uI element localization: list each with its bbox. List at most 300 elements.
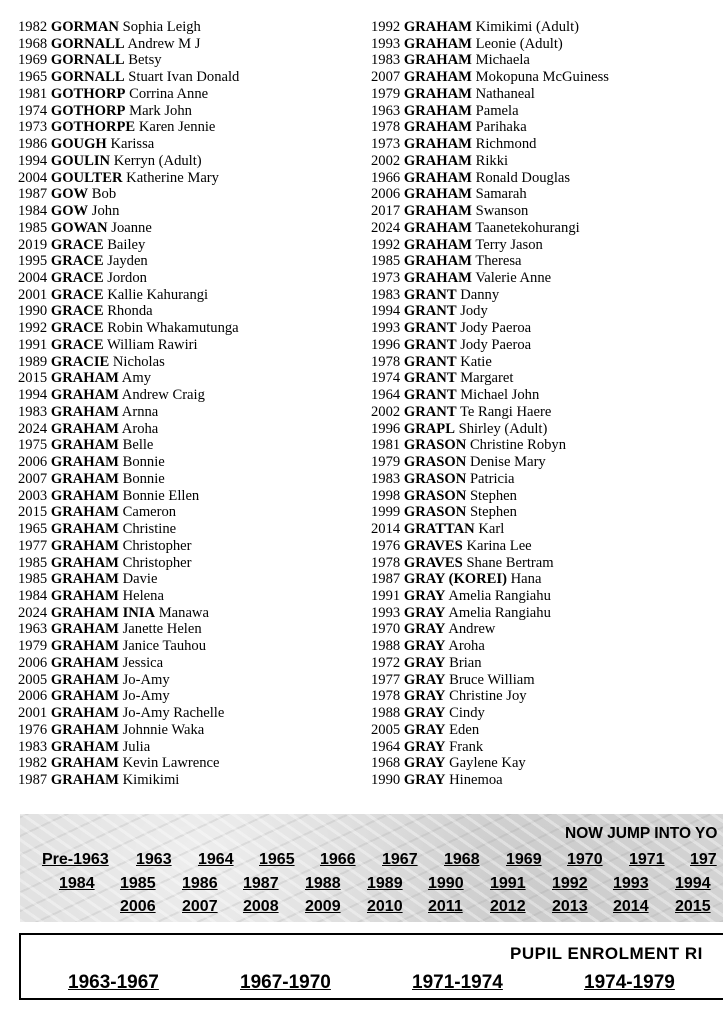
- list-item: [18, 538, 358, 555]
- entry-year: 2004: [18, 169, 48, 186]
- entry-year: 1981: [18, 85, 48, 102]
- entry-given-names: Belle: [122, 437, 154, 454]
- entry-year: 1968: [18, 35, 48, 52]
- entry-given-names: Ronald Douglas: [475, 169, 571, 186]
- list-item: [371, 488, 723, 505]
- list-item: [371, 103, 723, 120]
- entry-year: 1973: [371, 136, 401, 153]
- entry-surname: GRANT: [403, 303, 457, 320]
- entry-year: 2001: [18, 705, 48, 722]
- year-link[interactable]: 2012: [490, 898, 526, 915]
- entry-surname: GOTHORP: [50, 85, 126, 102]
- list-item: [18, 103, 358, 120]
- entry-year: 1976: [371, 537, 401, 554]
- entry-surname: GRAHAM: [50, 487, 119, 504]
- year-link[interactable]: 1967: [382, 851, 418, 868]
- entry-year: 1985: [18, 571, 48, 588]
- entry-given-names: Andrew Craig: [121, 387, 205, 404]
- entry-year: 1984: [18, 587, 48, 604]
- entry-given-names: Aroha: [448, 638, 485, 655]
- year-link[interactable]: 1988: [305, 875, 341, 892]
- list-item: [18, 370, 358, 387]
- entry-year: 1975: [18, 437, 48, 454]
- entry-given-names: Stuart Ivan Donald: [128, 69, 240, 86]
- entry-year: 1964: [371, 738, 401, 755]
- list-item: [371, 538, 723, 555]
- entry-given-names: Jo-Amy: [122, 671, 170, 688]
- list-item: [18, 404, 358, 421]
- entry-year: 1992: [18, 320, 48, 337]
- entry-surname: GORNALL: [50, 52, 125, 69]
- entry-given-names: Betsy: [128, 52, 162, 69]
- entry-year: 1992: [371, 236, 401, 253]
- entry-year: 1987: [18, 772, 48, 789]
- list-item: [18, 772, 358, 789]
- list-item: [371, 454, 723, 471]
- entry-year: 1978: [371, 353, 401, 370]
- entry-given-names: Cindy: [449, 705, 485, 722]
- list-item: [371, 52, 723, 69]
- entry-year: 2015: [18, 370, 48, 387]
- list-item: [371, 86, 723, 103]
- entry-surname: GRAHAM: [50, 504, 119, 521]
- entry-year: 1993: [371, 604, 401, 621]
- entry-surname: GRAHAM: [403, 52, 472, 69]
- year-link[interactable]: 1992: [552, 875, 588, 892]
- entry-surname: GRANT: [403, 387, 457, 404]
- list-item: [18, 605, 358, 622]
- entry-surname: GRACE: [50, 303, 104, 320]
- list-item: [18, 471, 358, 488]
- entry-surname: GRASON: [403, 437, 467, 454]
- list-item: [371, 203, 723, 220]
- entry-given-names: Andrew M J: [127, 35, 201, 52]
- entry-given-names: Jody Paeroa: [460, 336, 532, 353]
- list-item: [18, 588, 358, 605]
- list-item: [371, 588, 723, 605]
- list-item: [371, 722, 723, 739]
- entry-surname: GOTHORP: [50, 102, 126, 119]
- list-item: [18, 555, 358, 572]
- entry-given-names: Theresa: [475, 253, 522, 270]
- entry-year: 1988: [371, 638, 401, 655]
- entry-surname: GRAHAM: [50, 370, 119, 387]
- list-item: [18, 621, 358, 638]
- list-item: [371, 739, 723, 756]
- entry-given-names: Shirley (Adult): [458, 420, 548, 437]
- entry-surname: GRAHAM: [403, 102, 472, 119]
- list-item: [371, 170, 723, 187]
- entry-year: 1972: [371, 654, 401, 671]
- entry-year: 2006: [18, 454, 48, 471]
- list-item: [371, 220, 723, 237]
- entry-surname: GOW: [50, 203, 89, 220]
- entry-surname: GRACE: [50, 253, 104, 270]
- jump-title: NOW JUMP INTO YO: [565, 825, 718, 842]
- entry-surname: GOULTER: [50, 169, 123, 186]
- entry-given-names: Janice Tauhou: [122, 638, 207, 655]
- entry-given-names: Denise Mary: [469, 454, 546, 471]
- list-item: [371, 153, 723, 170]
- entry-surname: GRAHAM: [50, 654, 119, 671]
- entry-year: 1987: [371, 571, 401, 588]
- entry-given-names: Bob: [91, 186, 117, 203]
- entry-given-names: Taanetekohurangi: [475, 219, 580, 236]
- list-item: [371, 19, 723, 36]
- entry-given-names: Christine: [122, 521, 177, 538]
- year-jump-panel: [20, 814, 723, 922]
- entry-year: 2002: [371, 152, 401, 169]
- enrolment-range-link[interactable]: 1971-1974: [412, 972, 503, 993]
- entry-given-names: Mokopuna McGuiness: [475, 69, 609, 86]
- entry-given-names: Kevin Lawrence: [122, 755, 220, 772]
- year-link[interactable]: 2015: [675, 898, 711, 915]
- year-link[interactable]: 2011: [428, 898, 463, 915]
- list-item: [371, 521, 723, 538]
- list-item: [18, 36, 358, 53]
- year-link[interactable]: 1963: [136, 851, 172, 868]
- entry-year: 2007: [18, 470, 48, 487]
- entry-given-names: Rhonda: [107, 303, 153, 320]
- entry-year: 1988: [371, 705, 401, 722]
- entry-surname: GRAY: [403, 621, 446, 638]
- year-link[interactable]: 1985: [120, 875, 156, 892]
- year-link[interactable]: 1986: [182, 875, 218, 892]
- entry-given-names: Bonnie: [122, 454, 165, 471]
- year-link[interactable]: 197: [690, 851, 717, 868]
- entry-given-names: Stephen: [469, 487, 517, 504]
- entry-surname: GRATTAN: [403, 521, 475, 538]
- entry-given-names: Karl: [478, 521, 505, 538]
- entry-year: 1978: [371, 554, 401, 571]
- entry-given-names: Karina Lee: [466, 537, 532, 554]
- pupil-enrolment-register-box: [19, 933, 723, 1000]
- entry-given-names: Rikki: [475, 152, 509, 169]
- entry-given-names: Christine Joy: [449, 688, 527, 705]
- entry-surname: GRACE: [50, 270, 104, 287]
- entry-year: 1986: [18, 136, 48, 153]
- entry-year: 1994: [18, 387, 48, 404]
- entry-given-names: Joanne: [111, 219, 152, 236]
- entry-year: 2024: [18, 420, 48, 437]
- entry-surname: GRAY: [403, 688, 446, 705]
- entry-surname: GRANT: [403, 353, 457, 370]
- entry-given-names: Janette Helen: [122, 621, 202, 638]
- year-link[interactable]: 1987: [243, 875, 279, 892]
- entry-given-names: Jo-Amy: [122, 688, 170, 705]
- list-item: [371, 354, 723, 371]
- list-item: [371, 270, 723, 287]
- year-link[interactable]: 1966: [320, 851, 356, 868]
- list-item: [371, 337, 723, 354]
- enrolment-list-left: [18, 19, 358, 789]
- year-link[interactable]: 1991: [490, 875, 526, 892]
- entry-given-names: Swanson: [475, 203, 529, 220]
- list-item: [371, 571, 723, 588]
- entry-given-names: Jessica: [122, 654, 164, 671]
- entry-surname: GRAY: [403, 772, 446, 789]
- entry-surname: GRASON: [403, 470, 467, 487]
- entry-given-names: Bruce William: [449, 671, 535, 688]
- entry-given-names: Karissa: [110, 136, 155, 153]
- entry-surname: GRAHAM: [50, 671, 119, 688]
- year-link[interactable]: 1965: [259, 851, 295, 868]
- list-item: [18, 237, 358, 254]
- entry-surname: GRANT: [403, 403, 457, 420]
- enrolment-range-link[interactable]: 1967-1970: [240, 972, 331, 993]
- year-link[interactable]: 1970: [567, 851, 603, 868]
- entry-given-names: Katherine Mary: [126, 169, 219, 186]
- year-link[interactable]: 1969: [506, 851, 542, 868]
- entry-given-names: Davie: [122, 571, 158, 588]
- entry-surname: GRAHAM INIA: [50, 604, 156, 621]
- list-item: [18, 320, 358, 337]
- list-item: [371, 186, 723, 203]
- entry-year: 1994: [18, 152, 48, 169]
- entry-surname: GRANT: [403, 320, 457, 337]
- year-link[interactable]: 2013: [552, 898, 588, 915]
- entry-given-names: Danny: [460, 286, 500, 303]
- entry-surname: GRACIE: [50, 353, 110, 370]
- entry-given-names: Christine Robyn: [469, 437, 567, 454]
- list-item: [18, 220, 358, 237]
- year-link[interactable]: 2014: [613, 898, 649, 915]
- entry-year: 1973: [371, 270, 401, 287]
- enrolment-list-right: [371, 19, 723, 789]
- entry-given-names: Pamela: [475, 102, 519, 119]
- entry-surname: GRAHAM: [50, 638, 119, 655]
- entry-year: 1999: [371, 504, 401, 521]
- entry-given-names: Cameron: [122, 504, 177, 521]
- entry-year: 1964: [371, 387, 401, 404]
- year-link[interactable]: 1994: [675, 875, 711, 892]
- entry-year: 1966: [371, 169, 401, 186]
- entry-year: 1993: [371, 320, 401, 337]
- entry-given-names: Amy: [121, 370, 151, 387]
- year-link[interactable]: 1968: [444, 851, 480, 868]
- list-item: [18, 52, 358, 69]
- list-item: [18, 203, 358, 220]
- entry-surname: GRAHAM: [403, 69, 472, 86]
- entry-year: 1995: [18, 253, 48, 270]
- entry-surname: GRAHAM: [403, 136, 472, 153]
- entry-given-names: Stephen: [469, 504, 517, 521]
- year-link[interactable]: 2007: [182, 898, 218, 915]
- entry-surname: GRAHAM: [50, 688, 119, 705]
- list-item: [18, 270, 358, 287]
- list-item: [18, 521, 358, 538]
- entry-year: 1978: [371, 119, 401, 136]
- list-item: [371, 404, 723, 421]
- entry-surname: GRAY: [403, 721, 446, 738]
- entry-surname: GRAY: [403, 738, 446, 755]
- entry-year: 1963: [18, 621, 48, 638]
- entry-year: 1998: [371, 487, 401, 504]
- entry-given-names: Richmond: [475, 136, 537, 153]
- entry-surname: GRAY: [403, 654, 446, 671]
- entry-given-names: Bailey: [107, 236, 146, 253]
- year-link[interactable]: Pre-1963: [42, 851, 109, 868]
- entry-year: 1983: [18, 738, 48, 755]
- entry-surname: GRAHAM: [403, 119, 472, 136]
- entry-year: 1982: [18, 755, 48, 772]
- list-item: [371, 672, 723, 689]
- entry-year: 1979: [371, 85, 401, 102]
- entry-given-names: Michael John: [460, 387, 540, 404]
- entry-given-names: Frank: [449, 738, 484, 755]
- entry-year: 2004: [18, 270, 48, 287]
- entry-surname: GRAHAM: [50, 772, 119, 789]
- entry-surname: GORNALL: [50, 69, 125, 86]
- entry-given-names: Margaret: [460, 370, 514, 387]
- list-item: [18, 688, 358, 705]
- enrolment-range-link[interactable]: 1963-1967: [68, 972, 159, 993]
- entry-given-names: Christopher: [122, 537, 192, 554]
- entry-surname: GRAHAM: [50, 403, 119, 420]
- entry-year: 1983: [18, 403, 48, 420]
- entry-year: 1983: [371, 470, 401, 487]
- entry-year: 1990: [371, 772, 401, 789]
- list-item: [18, 755, 358, 772]
- entry-surname: GRAHAM: [403, 85, 472, 102]
- entry-given-names: Nicholas: [112, 353, 165, 370]
- entry-surname: GORMAN: [50, 19, 119, 35]
- entry-surname: GRAY: [403, 755, 446, 772]
- year-link[interactable]: 1990: [428, 875, 464, 892]
- entry-surname: GRAHAM: [403, 253, 472, 270]
- entry-surname: GRAHAM: [50, 587, 119, 604]
- list-item: [371, 555, 723, 572]
- entry-year: 2024: [18, 604, 48, 621]
- enrolment-range-link[interactable]: 1974-1979: [584, 972, 675, 993]
- list-item: [18, 153, 358, 170]
- list-item: [18, 387, 358, 404]
- entry-given-names: Leonie (Adult): [475, 35, 563, 52]
- entry-given-names: Shane Bertram: [466, 554, 554, 571]
- list-item: [371, 504, 723, 521]
- entry-given-names: Parihaka: [475, 119, 527, 136]
- entry-given-names: Jo-Amy Rachelle: [122, 705, 225, 722]
- entry-year: 1985: [18, 554, 48, 571]
- entry-year: 1963: [371, 102, 401, 119]
- year-link[interactable]: 2010: [367, 898, 403, 915]
- list-item: [371, 303, 723, 320]
- entry-given-names: Valerie Anne: [475, 270, 552, 287]
- entry-surname: GRAHAM: [403, 219, 472, 236]
- entry-surname: GRAHAM: [50, 437, 119, 454]
- entry-surname: GRAPL: [403, 420, 455, 437]
- year-link[interactable]: 1964: [198, 851, 234, 868]
- year-link[interactable]: 1989: [367, 875, 403, 892]
- entry-given-names: Bonnie Ellen: [122, 487, 200, 504]
- entry-surname: GRAY: [403, 705, 446, 722]
- entry-year: 1993: [371, 35, 401, 52]
- entry-given-names: Corrina Anne: [129, 85, 209, 102]
- entry-surname: GRAHAM: [403, 186, 472, 203]
- entry-surname: GRACE: [50, 320, 104, 337]
- entry-surname: GRAY: [403, 671, 446, 688]
- entry-year: 2005: [371, 721, 401, 738]
- list-item: [18, 437, 358, 454]
- entry-given-names: Jordon: [107, 270, 147, 287]
- entry-given-names: Arnna: [121, 403, 159, 420]
- year-link[interactable]: 1971: [629, 851, 665, 868]
- entry-surname: GRAHAM: [403, 152, 472, 169]
- entry-surname: GRACE: [50, 236, 104, 253]
- entry-year: 2007: [371, 69, 401, 86]
- entry-given-names: Katie: [460, 353, 492, 370]
- entry-surname: GRAHAM: [403, 236, 472, 253]
- entry-surname: GRAHAM: [50, 521, 119, 538]
- entry-surname: GRAY: [403, 587, 446, 604]
- entry-given-names: Julia: [122, 738, 151, 755]
- entry-year: 2014: [371, 521, 401, 538]
- list-item: [371, 387, 723, 404]
- entry-surname: GRAHAM: [50, 387, 119, 404]
- list-item: [18, 303, 358, 320]
- year-link[interactable]: 2006: [120, 898, 156, 915]
- entry-year: 1974: [371, 370, 401, 387]
- entry-given-names: Jody: [460, 303, 488, 320]
- entry-year: 1990: [18, 303, 48, 320]
- list-item: [371, 605, 723, 622]
- year-link[interactable]: 2008: [243, 898, 279, 915]
- entry-given-names: Te Rangi Haere: [459, 403, 552, 420]
- list-item: [18, 170, 358, 187]
- entry-surname: GRAY: [403, 638, 446, 655]
- entry-year: 1977: [371, 671, 401, 688]
- entry-year: 1991: [371, 587, 401, 604]
- year-link[interactable]: 1993: [613, 875, 649, 892]
- entry-year: 1996: [371, 420, 401, 437]
- entry-surname: GOUGH: [50, 136, 107, 153]
- year-link[interactable]: 1984: [59, 875, 95, 892]
- entry-given-names: Christopher: [122, 554, 192, 571]
- entry-surname: GRACE: [50, 336, 104, 353]
- entry-given-names: Hinemoa: [449, 772, 503, 789]
- entry-year: 1991: [18, 336, 48, 353]
- entry-surname: GRAHAM: [50, 537, 119, 554]
- entry-surname: GRAHAM: [50, 738, 119, 755]
- list-item: [18, 488, 358, 505]
- entry-surname: GRASON: [403, 454, 467, 471]
- entry-given-names: Nathaneal: [475, 85, 535, 102]
- entry-given-names: Kallie Kahurangi: [107, 286, 209, 303]
- list-item: [371, 655, 723, 672]
- entry-year: 2001: [18, 286, 48, 303]
- entry-given-names: Helena: [122, 587, 164, 604]
- list-item: [371, 688, 723, 705]
- entry-year: 1996: [371, 336, 401, 353]
- entry-surname: GOTHORPE: [50, 119, 136, 136]
- entry-year: 1984: [18, 203, 48, 220]
- entry-surname: GRAY (KOREI): [403, 571, 507, 588]
- entry-given-names: Samarah: [475, 186, 527, 203]
- list-item: [18, 86, 358, 103]
- entry-surname: GRAHAM: [403, 19, 472, 35]
- entry-given-names: Amelia Rangiahu: [448, 604, 551, 621]
- entry-surname: GRASON: [403, 487, 467, 504]
- entry-given-names: Brian: [449, 654, 482, 671]
- entry-surname: GRANT: [403, 336, 457, 353]
- entry-surname: GRAHAM: [50, 420, 119, 437]
- year-link[interactable]: 2009: [305, 898, 341, 915]
- entry-year: 1968: [371, 755, 401, 772]
- list-item: [18, 69, 358, 86]
- entry-surname: GRANT: [403, 286, 457, 303]
- entry-given-names: Andrew: [448, 621, 496, 638]
- entry-year: 2024: [371, 219, 401, 236]
